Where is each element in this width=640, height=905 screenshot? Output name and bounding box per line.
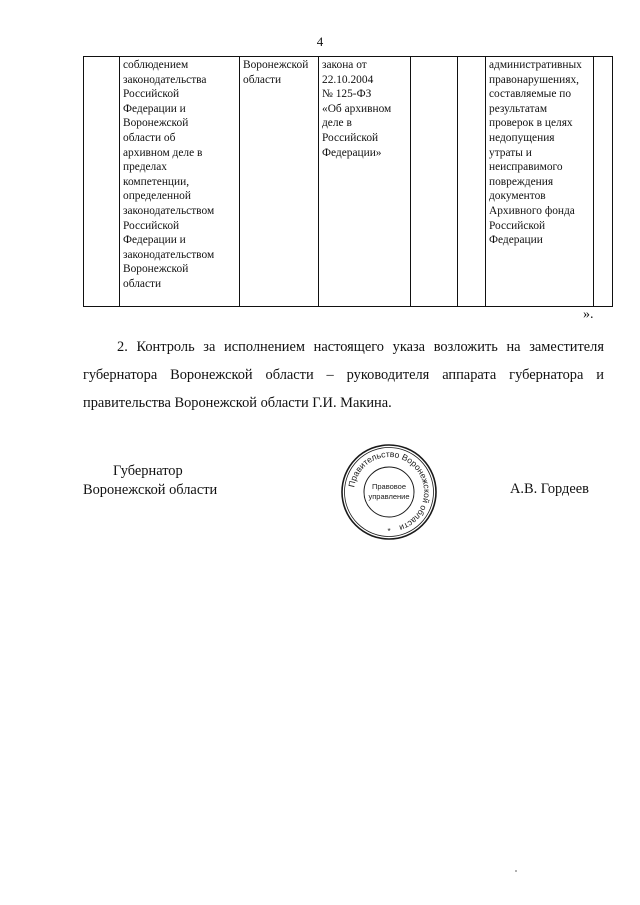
paragraph-line: 2. Контроль за исполнением настоящего указа возложить на заместителя bbox=[117, 339, 604, 355]
signatory-title-line: Воронежской области bbox=[83, 482, 218, 498]
cell-text-line: Федерации и bbox=[123, 102, 186, 115]
cell-text-line: Воронежской bbox=[123, 117, 189, 130]
cell-text-line: административных bbox=[489, 59, 582, 71]
cell-text-line: Федерации bbox=[489, 234, 543, 247]
cell-text-line: результатам bbox=[489, 102, 548, 115]
seal-star-icon: * bbox=[387, 527, 391, 536]
signatory-name: А.В. Гордеев bbox=[510, 481, 589, 497]
cell-text-line: области bbox=[123, 277, 162, 290]
cell-text-line: определенной bbox=[123, 190, 191, 203]
table-cell-1 bbox=[120, 57, 240, 307]
table-cell-5 bbox=[458, 57, 486, 307]
cell-text-line: утраты и bbox=[489, 146, 532, 159]
seal-center-line: управление bbox=[368, 492, 410, 501]
cell-text-line: законодательством bbox=[123, 248, 215, 261]
table-cell-3 bbox=[319, 57, 411, 307]
cell-text-line: законодательством bbox=[123, 204, 215, 217]
cell-text-line: Федерации» bbox=[322, 146, 382, 159]
paragraph-line: правительства Воронежской области Г.И. Макина. bbox=[83, 395, 392, 411]
cell-text-line: соблюдением bbox=[123, 59, 189, 71]
cell-text-line: Российской bbox=[489, 219, 546, 232]
table-row bbox=[84, 57, 613, 307]
cell-text-line: Воронежской bbox=[243, 59, 309, 71]
cell-text-line: Российской bbox=[123, 88, 180, 101]
cell-text-line: Российской bbox=[123, 219, 180, 232]
cell-text-line: законодательства bbox=[123, 73, 207, 86]
official-seal bbox=[340, 443, 438, 541]
seal-ring-text: Правительство Воронежской области bbox=[346, 448, 433, 534]
cell-text-line: № 125-ФЗ bbox=[322, 88, 372, 101]
cell-text-line: Федерации и bbox=[123, 234, 186, 247]
cell-text-line: составляемые по bbox=[489, 88, 572, 101]
cell-text-line: документов bbox=[489, 190, 546, 203]
cell-text-line: пределах bbox=[123, 161, 167, 174]
cell-text-line: проверок в целях bbox=[489, 117, 573, 130]
seal-center-line: Правовое bbox=[371, 482, 407, 491]
signatory-title bbox=[83, 462, 217, 500]
cell-text-line: закона от bbox=[322, 59, 367, 71]
cell-text-line: области об bbox=[123, 131, 176, 144]
cell-text-line: Воронежской bbox=[123, 263, 189, 276]
cell-text-line: деле в bbox=[322, 117, 352, 130]
paragraph-line: губернатора Воронежской области – руководителя аппарата губернатора и bbox=[83, 367, 604, 383]
closing-quote: ». bbox=[583, 307, 594, 322]
cell-text-line: правонарушениях, bbox=[489, 73, 580, 86]
cell-text-line: повреждения bbox=[489, 175, 554, 188]
cell-text-line: Архивного фонда bbox=[489, 204, 575, 217]
continuation-table bbox=[83, 56, 613, 307]
cell-text-line: 22.10.2004 bbox=[322, 73, 374, 86]
signatory-title-line: Губернатор bbox=[113, 463, 183, 479]
paragraph-2 bbox=[83, 333, 604, 417]
cell-text-line: области bbox=[243, 73, 282, 86]
cell-text-line: «Об архивном bbox=[322, 102, 392, 115]
cell-text-line: Российской bbox=[322, 131, 379, 144]
table-cell-2 bbox=[240, 57, 319, 307]
page-number: 4 bbox=[316, 34, 324, 49]
cell-text-line: неисправимого bbox=[489, 161, 563, 174]
cell-text-line: недопущения bbox=[489, 131, 555, 144]
scan-speck bbox=[515, 870, 517, 872]
table-cell-4 bbox=[411, 57, 458, 307]
table-cell-7 bbox=[594, 57, 613, 307]
table-cell-6 bbox=[486, 57, 594, 307]
table-cell-0 bbox=[84, 57, 120, 307]
cell-text-line: архивном деле в bbox=[123, 146, 203, 159]
cell-text-line: компетенции, bbox=[123, 175, 190, 188]
